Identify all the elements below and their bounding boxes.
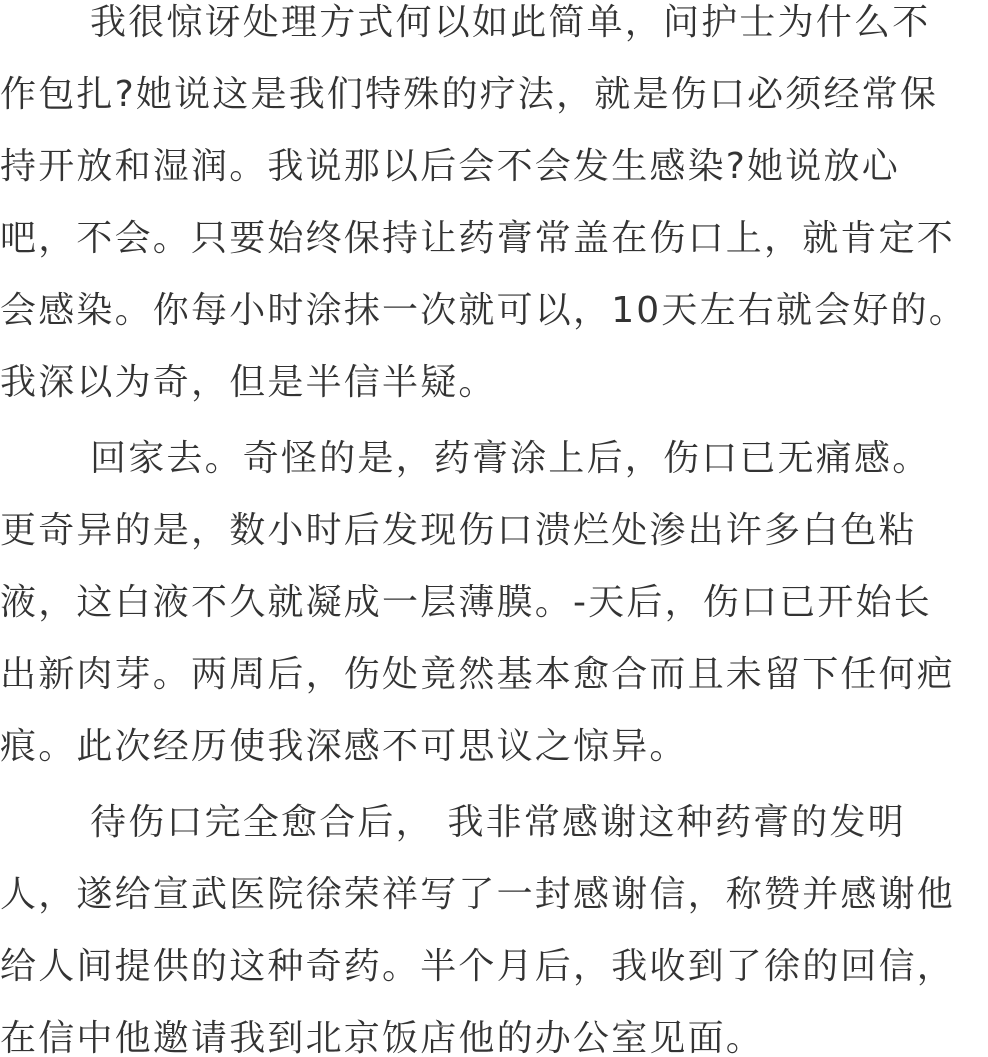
- paragraph-2-line-3: 液，这白液不久就凝成一层薄膜。-天后，伤口已开始长: [0, 582, 932, 623]
- paragraph-3-line-3: 给人间提供的这种奇药。半个月后，我收到了徐的回信，: [0, 946, 956, 987]
- paragraph-2-line-5: 痕。此次经历使我深感不可思议之惊异。: [0, 726, 688, 767]
- paragraph-3-line-2: 人，遂给宣武医院徐荣祥写了一封感谢信，称赞并感谢他: [0, 874, 956, 915]
- paragraph-3-line-1: 待伤口完全愈合后， 我非常感谢这种药膏的发明: [90, 802, 906, 843]
- paragraph-2-line-4: 出新肉芽。两周后，伤处竟然基本愈合而且未留下任何疤: [0, 654, 956, 695]
- paragraph-1-line-4: 吧，不会。只要始终保持让药膏常盖在伤口上，就肯定不: [0, 218, 956, 259]
- paragraph-1-line-1: 我很惊讶处理方式何以如此简单，问护士为什么不: [90, 2, 931, 43]
- paragraph-1-line-6: 我深以为奇，但是半信半疑。: [0, 362, 497, 403]
- paragraph-3-line-4: 在信中他邀请我到北京饭店他的办公室见面。: [0, 1018, 765, 1057]
- paragraph-1-line-3: 持开放和湿润。我说那以后会不会发生感染?她说放心: [0, 146, 900, 187]
- paragraph-2-line-1: 回家去。奇怪的是，药膏涂上后，伤口已无痛感。: [90, 438, 931, 479]
- paragraph-1-line-5: 会感染。你每小时涂抹一次就可以，10天左右就会好的。: [0, 290, 968, 331]
- paragraph-1-line-2: 作包扎?她说这是我们特殊的疗法，就是伤口必须经常保: [0, 74, 939, 115]
- paragraph-2-line-2: 更奇异的是，数小时后发现伤口溃烂处渗出许多白色粘: [0, 510, 917, 551]
